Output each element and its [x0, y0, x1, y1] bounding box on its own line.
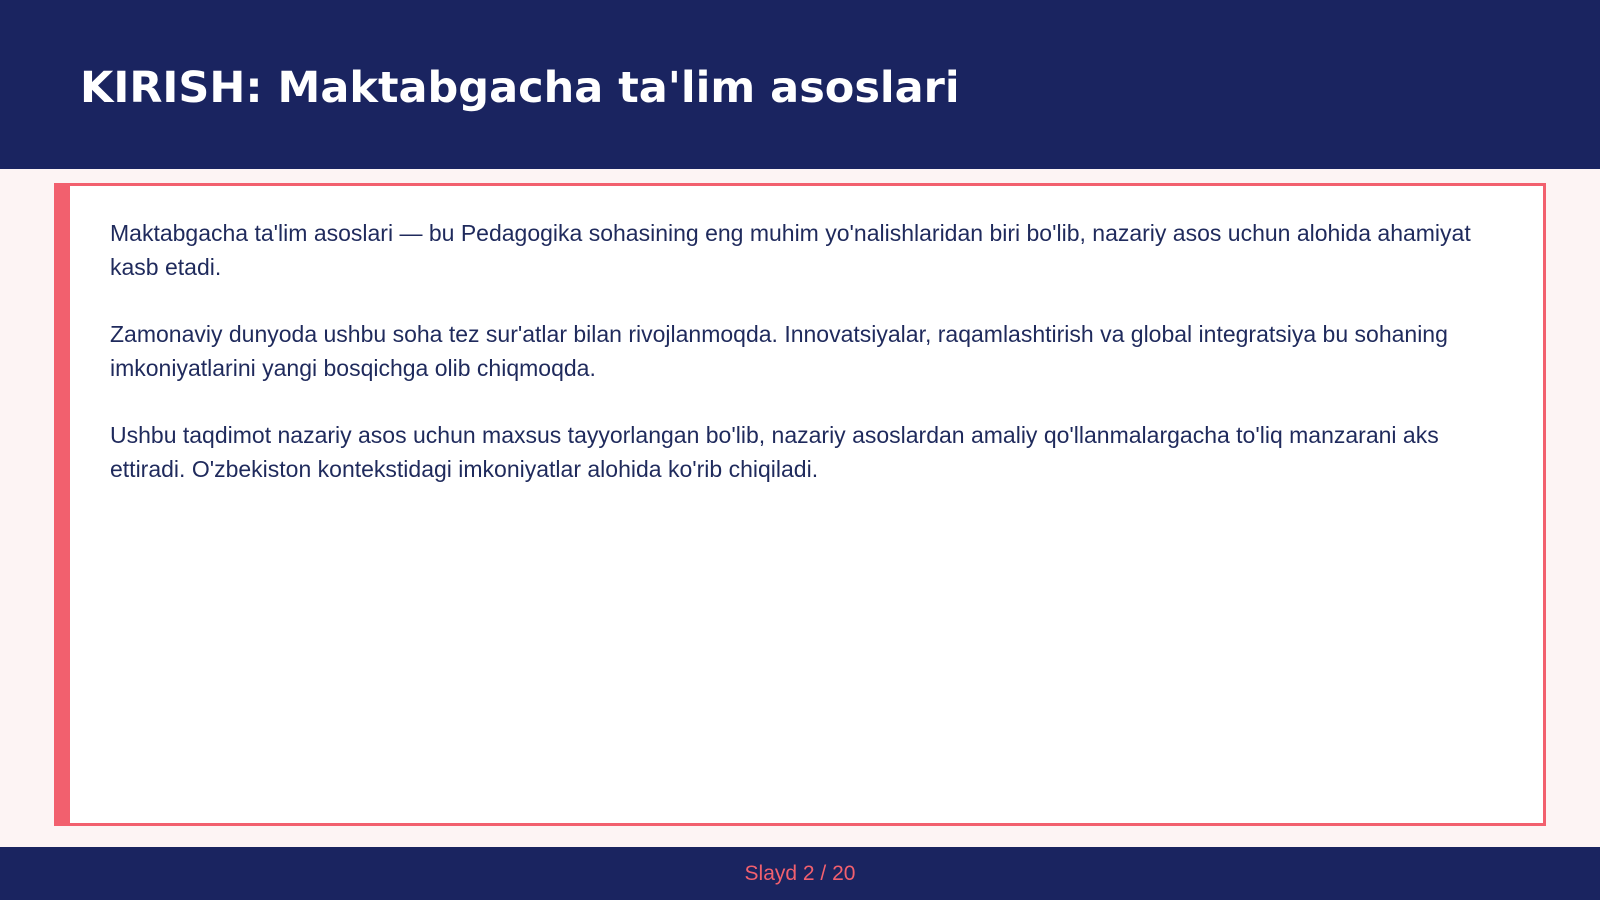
slide-counter: Slayd 2 / 20: [744, 862, 856, 885]
presentation-purpose-paragraph: Ushbu taqdimot nazariy asos uchun maxsus tayyorlangan bo'lib, nazariy asoslardan amaliy qo'llanmalargacha to'liq manzarani aks ettiradi. O'zbekiston kontekstidagi imkoniyatlar alohida ko'rib chiqiladi.: [110, 422, 1439, 482]
slide-title: KIRISH: Maktabgacha ta'lim asoslari: [80, 63, 960, 113]
modern-world-paragraph: Zamonaviy dunyoda ushbu soha tez sur'atlar bilan rivojlanmoqda. Innovatsiyalar, raqamlashtirish va global integratsiya bu sohaning imkoniyatlarini yangi bosqichga olib chiqmoqda.: [110, 321, 1448, 381]
intro-paragraph: Maktabgacha ta'lim asoslari — bu Pedagogika sohasining eng muhim yo'nalishlaridan biri bo'lib, nazariy asos uchun alohida ahamiyat kasb etadi.: [110, 220, 1471, 280]
content-card: [54, 183, 1546, 826]
content-text: [110, 216, 1500, 519]
slide-header: [0, 0, 1600, 169]
slide-footer: [0, 847, 1600, 900]
